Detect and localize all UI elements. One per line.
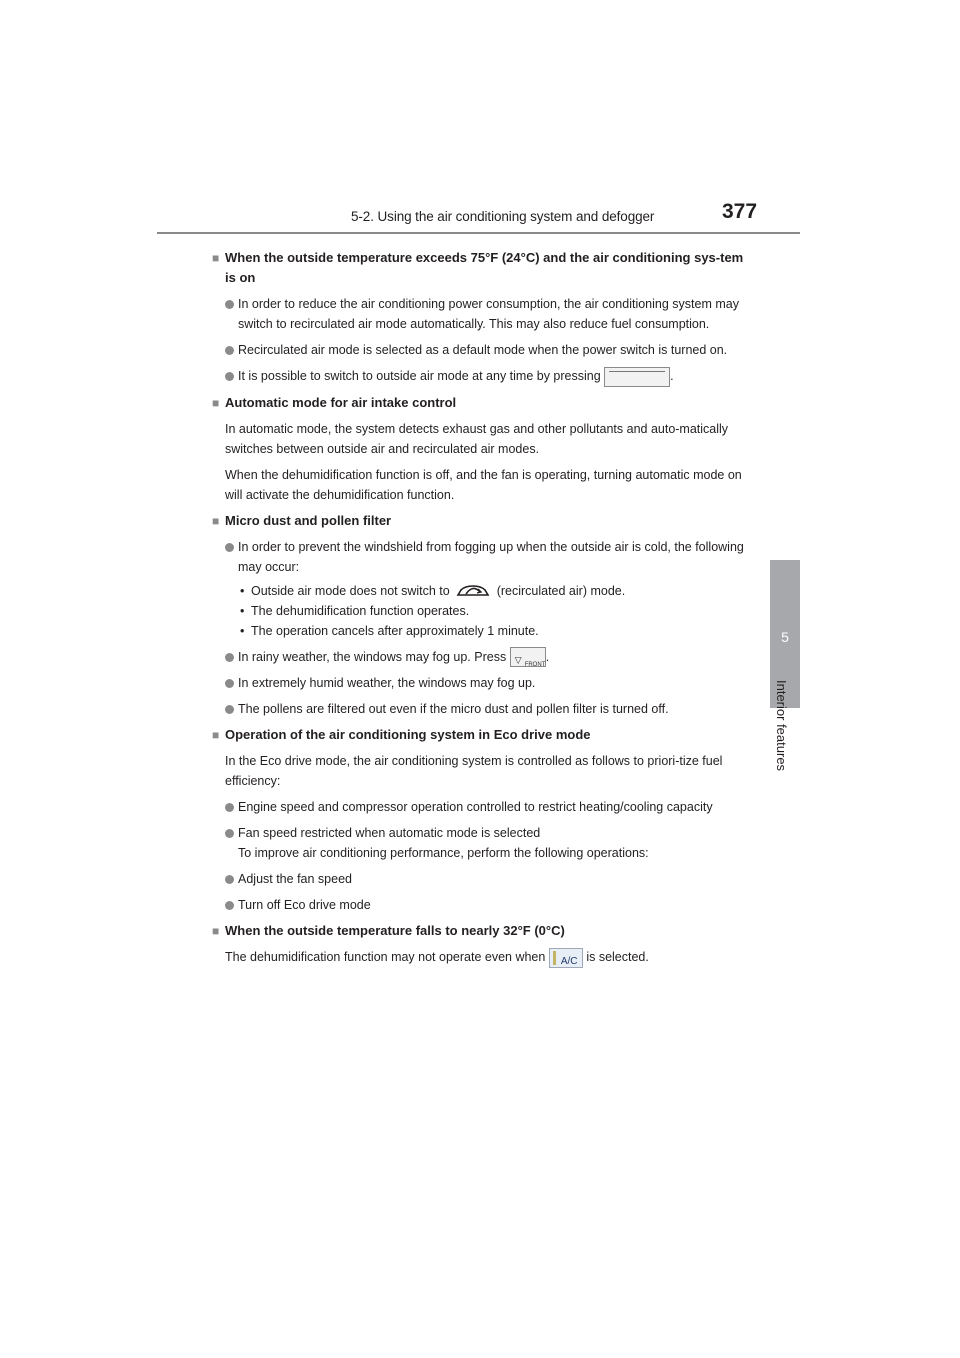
list-item: [212, 366, 752, 387]
section-heading-pollen-filter: [212, 511, 752, 531]
list-item-text: In order to reduce the air conditioning power consumption, the air conditioning system may switch to recirculated air mode automatically. This may also reduce fuel consumption.: [238, 297, 739, 331]
paragraph: The dehumidification function may not operate even when A/C is selected.: [212, 947, 752, 968]
list-item-text: Turn off Eco drive mode: [238, 898, 371, 913]
outside-air-button-icon: [604, 367, 670, 387]
header-divider: [157, 232, 800, 234]
section-heading-text: Micro dust and pollen filter: [225, 512, 392, 528]
round-bullet-icon: [225, 901, 234, 910]
page-number: 377: [722, 200, 758, 223]
section-heading-text: When the outside temperature exceeds 75°F (24°C) and the air conditioning sys-tem is on: [225, 250, 744, 285]
list-item-text: Engine speed and compressor operation controlled to restrict heating/cooling capacity: [238, 800, 713, 815]
list-item-text: To improve air conditioning performance, perform the following operations:: [238, 846, 649, 861]
paragraph: In the Eco drive mode, the air conditioning system is controlled as follows to priori-tize fuel efficiency:: [225, 754, 723, 789]
ac-button-icon: A/C: [549, 948, 583, 968]
list-item-text: It is possible to switch to outside air mode at any time by pressing: [238, 369, 601, 383]
list-item: [212, 797, 752, 817]
section-heading-low-temp: [212, 921, 752, 941]
header-section-title: 5-2. Using the air conditioning system and defogger: [351, 209, 655, 224]
list-item: [212, 673, 752, 693]
list-item-text: Adjust the fan speed: [238, 872, 352, 887]
square-bullet-icon: ■: [212, 513, 220, 528]
list-item-text: The pollens are filtered out even if the micro dust and pollen filter is turned off.: [238, 702, 669, 717]
round-bullet-icon: [225, 543, 234, 552]
list-item-text-end: .: [670, 369, 674, 383]
section-heading-outside-temp: [212, 248, 752, 288]
round-bullet-icon: [225, 829, 234, 838]
round-bullet-icon: [225, 372, 234, 381]
list-item-text: Recirculated air mode is selected as a default mode when the power switch is turned on.: [238, 343, 728, 357]
recirculated-air-car-icon: [455, 582, 491, 600]
list-item: [212, 823, 752, 863]
list-item-text: In rainy weather, the windows may fog up. Press: [238, 649, 507, 664]
section-heading-automatic-mode: [212, 393, 752, 413]
section-heading-text: Automatic mode for air intake control: [225, 394, 457, 410]
round-bullet-icon: [225, 346, 234, 355]
page-content: [212, 242, 752, 968]
list-item-text: In extremely humid weather, the windows may fog up.: [238, 676, 536, 691]
square-bullet-icon: ■: [212, 924, 220, 939]
section-heading-eco-drive: [212, 725, 752, 745]
sub-list-item: • The operation cancels after approximately 1 minute.: [240, 623, 539, 638]
list-item: [212, 340, 752, 360]
list-item: [212, 869, 752, 889]
chapter-number: 5: [781, 629, 789, 645]
round-bullet-icon: [225, 653, 234, 662]
sub-list-item: • The dehumidification function operates.: [240, 603, 470, 618]
list-item-text: Fan speed restricted when automatic mode is selected: [238, 826, 541, 841]
chapter-label: Interior features: [774, 680, 789, 772]
square-bullet-icon: ■: [212, 395, 220, 410]
list-item-text: In order to prevent the windshield from fogging up when the outside air is cold, the following may occur:: [238, 539, 744, 574]
square-bullet-icon: ■: [212, 728, 220, 743]
paragraph: In automatic mode, the system detects exhaust gas and other pollutants and auto-matically switches between outside air and recirculated air modes.: [225, 421, 729, 456]
list-item: [212, 895, 752, 915]
round-bullet-icon: [225, 300, 234, 309]
round-bullet-icon: [225, 705, 234, 714]
list-item: [212, 537, 752, 577]
front-defogger-button-icon: ▽ FRONT: [510, 647, 546, 667]
list-item-text-end: .: [545, 649, 550, 664]
list-item: [212, 699, 752, 719]
round-bullet-icon: [225, 875, 234, 884]
section-heading-text: When the outside temperature falls to nearly 32°F (0°C): [225, 923, 565, 939]
paragraph: When the dehumidification function is off, and the fan is operating, turning automatic mode on will activate the dehumidification function.: [225, 467, 742, 502]
section-heading-text: Operation of the air conditioning system in Eco drive mode: [225, 727, 591, 743]
round-bullet-icon: [225, 679, 234, 688]
list-item: [212, 647, 752, 668]
round-bullet-icon: [225, 803, 234, 812]
list-item: [212, 294, 752, 334]
square-bullet-icon: ■: [212, 251, 220, 265]
sub-list-item: • Outside air mode does not switch to (recirculated air) mode.: [212, 581, 752, 601]
